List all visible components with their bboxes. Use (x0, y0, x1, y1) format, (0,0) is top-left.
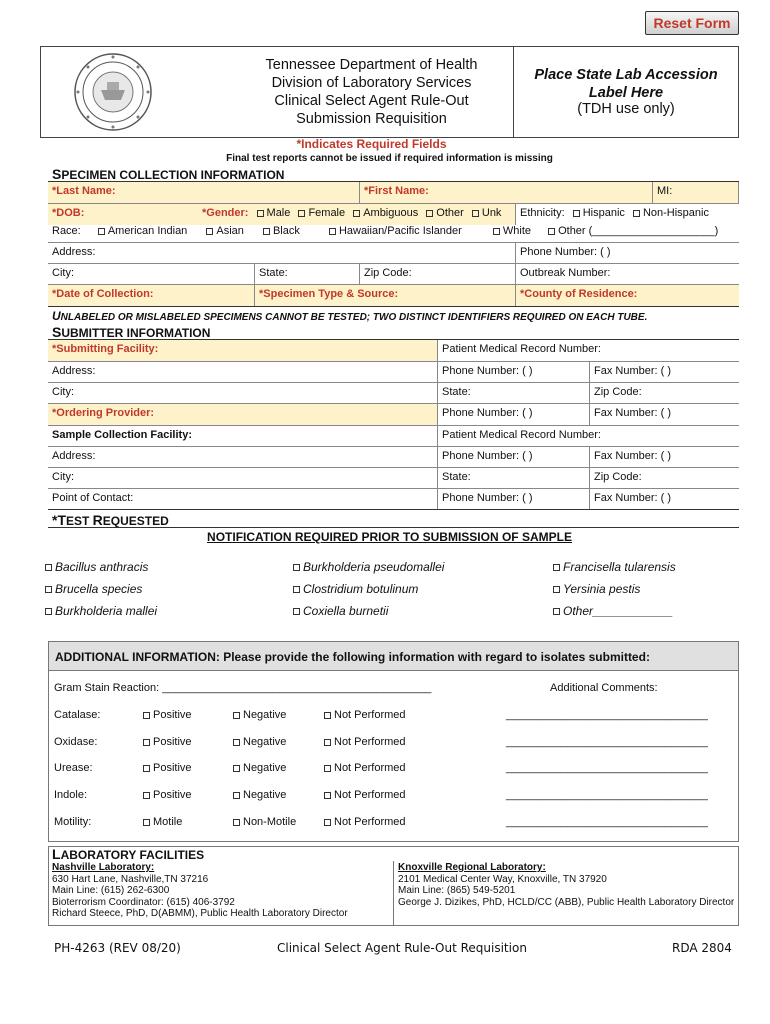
labs-title-initial: L (52, 846, 61, 862)
first-name-field[interactable]: *First Name: (360, 182, 653, 203)
test-title-rest: EQUESTED (102, 514, 169, 528)
sample-address-row (48, 447, 739, 468)
test-francisella-label: Francisella tularensis (563, 560, 676, 574)
ethnicity-label: Ethnicity: (520, 207, 565, 219)
catalase-comment-line[interactable]: _________________________________ (506, 709, 708, 721)
ethnicity-group (516, 204, 739, 225)
indole-label: Indole: (54, 789, 88, 801)
test-brucella[interactable] (40, 582, 142, 596)
patient-address-field[interactable]: Address: (48, 243, 516, 263)
city-row (48, 264, 739, 285)
sample-city-row (48, 468, 739, 489)
race-american-indian-label: American Indian (107, 225, 188, 237)
test-brucella-label: Brucella species (55, 582, 143, 596)
test-yersinia-label: Yersinia pestis (563, 582, 641, 596)
indole-positive-checkbox[interactable] (143, 792, 150, 799)
ethnicity-nonhispanic-checkbox[interactable] (633, 210, 640, 217)
gender-unk-checkbox[interactable] (472, 210, 479, 217)
knoxville-lab-info (398, 862, 734, 908)
agency-line-1: Tennessee Department of Health (265, 57, 478, 73)
knoxville-lab-name: Knoxville Regional Laboratory: (398, 862, 546, 873)
race-black-checkbox[interactable] (263, 228, 270, 235)
race-asian-label: Asian (216, 225, 244, 237)
motility-nonmotile-checkbox[interactable] (233, 819, 240, 826)
indole-negative-checkbox[interactable] (233, 792, 240, 799)
gender-label: *Gender: (202, 207, 249, 219)
sample-state-field[interactable]: State: (438, 468, 590, 488)
labs-title-rest: ABORATORY FACILITIES (60, 848, 205, 862)
test-francisella[interactable] (548, 560, 676, 574)
submitter-state-field[interactable]: State: (438, 383, 590, 403)
sample-facility-row (48, 426, 739, 447)
point-of-contact-field[interactable]: Point of Contact: (48, 489, 438, 509)
sample-phone-field[interactable]: Phone Number: ( ) (438, 447, 590, 467)
additional-info-header (48, 641, 739, 671)
test-burk-mallei-label: Burkholderia mallei (55, 604, 158, 618)
agency-line-4: Submission Requisition (296, 111, 447, 127)
urease-comment-line[interactable]: _________________________________ (506, 762, 708, 774)
submitter-section-title (52, 324, 210, 340)
race-asian-checkbox[interactable] (206, 228, 213, 235)
submitting-facility-field[interactable]: *Submitting Facility: (48, 340, 438, 361)
indole-positive-label: Positive (153, 789, 192, 801)
motility-motile-checkbox[interactable] (143, 819, 150, 826)
sample-fax-field[interactable]: Fax Number: ( ) (594, 450, 672, 462)
urease-negative-label: Negative (243, 762, 287, 774)
motility-label: Motility: (54, 816, 92, 828)
date-of-collection-field[interactable]: *Date of Collection: (48, 285, 255, 306)
knoxville-address: 2101 Medical Center Way, Knoxville, TN 37920 (398, 873, 607, 885)
catalase-positive-label: Positive (153, 709, 192, 721)
accession-line-2: Label Here (588, 85, 664, 101)
additional-info-instructions: Please provide the following information with regard to isolates submitted: (223, 650, 650, 664)
gender-male-label: Male (266, 207, 291, 219)
warning-initial: U (52, 309, 61, 323)
test-burk-pseudo-label: Burkholderia pseudomallei (303, 560, 445, 574)
test-title-mid: EST (66, 514, 93, 528)
motility-row (54, 816, 734, 836)
catalase-row (54, 709, 734, 729)
submitter-city-field[interactable]: City: (48, 383, 438, 403)
test-yersinia-checkbox[interactable] (553, 586, 560, 593)
race-black-label: Black (272, 225, 300, 237)
gender-other-label: Other (436, 207, 464, 219)
gender-group (198, 204, 516, 225)
test-coxiella-checkbox[interactable] (293, 608, 300, 615)
urease-not-performed-label: Not Performed (334, 762, 406, 774)
sample-city-field[interactable]: City: (48, 468, 438, 488)
race-row (48, 224, 739, 243)
indole-row (54, 789, 734, 809)
urease-row (54, 762, 734, 782)
lab-divider (393, 861, 394, 926)
test-burkholderia-mallei[interactable] (40, 604, 157, 618)
test-clostridium[interactable] (288, 582, 418, 596)
race-hawaiian-checkbox[interactable] (329, 228, 336, 235)
provider-phone-field[interactable]: Phone Number: ( ) (438, 404, 590, 425)
reset-form-button[interactable]: Reset Form (645, 11, 739, 35)
poc-row (48, 489, 739, 510)
race-white-checkbox[interactable] (493, 228, 500, 235)
nashville-director: Richard Steece, PhD, D(ABMM), Public Health Laboratory Director (52, 908, 348, 919)
gender-female-checkbox[interactable] (298, 210, 305, 217)
test-title-initial: *T (52, 512, 66, 528)
provider-fax-field[interactable]: Fax Number: ( ) (594, 407, 672, 419)
race-hawaiian-label: Hawaiian/Pacific Islander (338, 225, 462, 237)
name-row (48, 182, 739, 204)
indole-not-performed-checkbox[interactable] (324, 792, 331, 799)
rda-number: RDA 2804 (672, 941, 732, 955)
agency-line-3: Clinical Select Agent Rule-Out (274, 93, 469, 109)
gender-female-label: Female (308, 207, 346, 219)
motility-nonmotile-label: Non-Motile (243, 816, 297, 828)
urease-negative-checkbox[interactable] (233, 765, 240, 772)
submitter-title-rest: UBMITTER INFORMATION (61, 326, 211, 340)
nashville-bt-coordinator: Bioterrorism Coordinator: (615) 406-3792 (52, 896, 235, 908)
urease-label: Urease: (54, 762, 93, 774)
accession-label-heading (515, 66, 737, 102)
submitter-mrn-field[interactable]: Patient Medical Record Number: (442, 343, 601, 355)
urease-not-performed-checkbox[interactable] (324, 765, 331, 772)
accession-line-1: Place State Lab Accession (534, 67, 718, 83)
gender-unk-label: Unk (481, 207, 502, 219)
catalase-not-performed-checkbox[interactable] (324, 712, 331, 719)
lab-facilities-title (52, 846, 204, 862)
urease-positive-label: Positive (153, 762, 192, 774)
sample-zip-field[interactable]: Zip Code: (594, 471, 642, 483)
specimen-title-initial: S (52, 166, 62, 182)
additional-comments-label: Additional Comments: (550, 682, 658, 694)
submitter-title-initial: S (52, 324, 62, 340)
race-white-label: White (502, 225, 532, 237)
race-other-field[interactable]: Other (____________________) (558, 225, 719, 237)
test-burk-pseudo-checkbox[interactable] (293, 564, 300, 571)
submitter-phone-field[interactable]: Phone Number: ( ) (438, 362, 590, 382)
gender-ambiguous-label: Ambiguous (363, 207, 419, 219)
ordering-provider-field[interactable]: *Ordering Provider: (48, 404, 438, 425)
oxidase-positive-label: Positive (153, 736, 192, 748)
required-fields-note: *Indicates Required Fields (296, 137, 447, 151)
provider-row (48, 404, 739, 426)
tdh-use-only: (TDH use only) (577, 101, 675, 117)
agency-line-2: Division of Laboratory Services (271, 75, 472, 91)
indole-negative-label: Negative (243, 789, 287, 801)
dob-field[interactable]: *DOB: (48, 204, 198, 225)
oxidase-comment-line[interactable]: _________________________________ (506, 736, 708, 748)
nashville-lab-info (52, 862, 348, 920)
oxidase-negative-checkbox[interactable] (233, 739, 240, 746)
oxidase-positive-checkbox[interactable] (143, 739, 150, 746)
sample-collection-facility-field[interactable]: Sample Collection Facility: (48, 426, 438, 446)
test-title-r: R (92, 512, 103, 528)
test-bacillus-checkbox[interactable] (45, 564, 52, 571)
catalase-label: Catalase: (54, 709, 101, 721)
sample-address-field[interactable]: Address: (48, 447, 438, 467)
submitter-fax-field[interactable]: Fax Number: ( ) (594, 365, 672, 377)
test-requested-title (52, 512, 169, 528)
knoxville-main-line: Main Line: (865) 549-5201 (398, 885, 516, 896)
test-francisella-checkbox[interactable] (553, 564, 560, 571)
submitter-address-row (48, 362, 739, 383)
poc-phone-field[interactable]: Phone Number: ( ) (438, 489, 590, 509)
nashville-main-line: Main Line: (615) 262-6300 (52, 885, 170, 896)
outbreak-number-field[interactable]: Outbreak Number: (520, 267, 611, 279)
gram-stain-field[interactable]: Gram Stain Reaction: ____________________________________________ (54, 682, 432, 694)
gender-other-checkbox[interactable] (426, 210, 433, 217)
motility-not-performed-checkbox[interactable] (324, 819, 331, 826)
catalase-negative-checkbox[interactable] (233, 712, 240, 719)
test-title-rule (48, 527, 739, 528)
urease-positive-checkbox[interactable] (143, 765, 150, 772)
oxidase-not-performed-label: Not Performed (334, 736, 406, 748)
test-other-checkbox[interactable] (553, 608, 560, 615)
ethnicity-nonhispanic-label: Non-Hispanic (642, 207, 709, 219)
sample-mrn-field[interactable]: Patient Medical Record Number: (442, 429, 601, 441)
specimen-type-field[interactable]: *Specimen Type & Source: (255, 285, 516, 306)
footer-title: Clinical Select Agent Rule-Out Requisition (277, 941, 527, 955)
ethnicity-hispanic-label: Hispanic (582, 207, 625, 219)
dob-gender-row (48, 204, 739, 225)
oxidase-row (54, 736, 734, 756)
state-seal-icon (48, 50, 178, 134)
patient-state-field[interactable]: State: (255, 264, 360, 284)
test-brucella-checkbox[interactable] (45, 586, 52, 593)
oxidase-label: Oxidase: (54, 736, 98, 748)
test-bacillus-label: Bacillus anthracis (55, 560, 149, 574)
race-label: Race: (52, 225, 81, 237)
submitter-address-field[interactable]: Address: (48, 362, 438, 382)
poc-fax-field[interactable]: Fax Number: ( ) (594, 492, 672, 504)
race-group (48, 224, 739, 242)
test-burkholderia-pseudomallei[interactable] (288, 560, 444, 574)
form-number: PH-4263 (REV 08/20) (54, 941, 181, 955)
test-other[interactable] (548, 604, 673, 618)
motility-comment-line[interactable]: _________________________________ (506, 816, 708, 828)
additional-info-title: ADDITIONAL INFORMATION: (55, 650, 220, 664)
race-american-indian-checkbox[interactable] (98, 228, 105, 235)
test-clostridium-checkbox[interactable] (293, 586, 300, 593)
indole-comment-line[interactable]: _________________________________ (506, 789, 708, 801)
test-clostridium-label: Clostridium botulinum (303, 582, 419, 596)
race-other-checkbox[interactable] (548, 228, 555, 235)
catalase-negative-label: Negative (243, 709, 287, 721)
catalase-positive-checkbox[interactable] (143, 712, 150, 719)
mi-field[interactable]: MI: (653, 182, 739, 203)
collection-row (48, 285, 739, 307)
final-report-note: Final test reports cannot be issued if required information is missing (226, 153, 553, 164)
gender-male-checkbox[interactable] (257, 210, 264, 217)
agency-title (230, 56, 513, 128)
specimen-section-title (52, 166, 284, 182)
test-yersinia[interactable] (548, 582, 640, 596)
indole-not-performed-label: Not Performed (334, 789, 406, 801)
nashville-address: 630 Hart Lane, Nashville,TN 37216 (52, 873, 209, 885)
test-bacillus[interactable] (40, 560, 148, 574)
test-coxiella-label: Coxiella burnetii (303, 604, 389, 618)
oxidase-not-performed-checkbox[interactable] (324, 739, 331, 746)
facility-row (48, 340, 739, 362)
oxidase-negative-label: Negative (243, 736, 287, 748)
county-of-residence-field[interactable]: *County of Residence: (520, 288, 638, 300)
unlabeled-warning (52, 309, 647, 323)
gender-ambiguous-checkbox[interactable] (353, 210, 360, 217)
test-burk-mallei-checkbox[interactable] (45, 608, 52, 615)
patient-city-field[interactable]: City: (48, 264, 255, 284)
submitter-zip-field[interactable]: Zip Code: (594, 386, 642, 398)
patient-phone-field[interactable]: Phone Number: ( ) (520, 246, 611, 258)
warning-rest: NLABELED OR MISLABELED SPECIMENS CANNOT BE TESTED; TWO DISTINCT IDENTIFIERS REQUIRED ON EACH TUBE. (60, 312, 648, 323)
test-coxiella[interactable] (288, 604, 388, 618)
knoxville-director: George J. Dizikes, PhD, HCLD/CC (ABB), Public Health Laboratory Director (398, 896, 735, 908)
nashville-lab-name: Nashville Laboratory: (52, 862, 155, 873)
motility-motile-label: Motile (153, 816, 183, 828)
submitter-city-row (48, 383, 739, 404)
patient-zip-field[interactable]: Zip Code: (360, 264, 516, 284)
specimen-title-rest: PECIMEN COLLECTION INFORMATION (61, 168, 285, 182)
motility-not-performed-label: Not Performed (334, 816, 406, 828)
catalase-not-performed-label: Not Performed (334, 709, 406, 721)
test-other-label: Other____________ (563, 604, 674, 618)
address-row (48, 243, 739, 264)
last-name-field[interactable]: *Last Name: (48, 182, 360, 203)
notification-note: NOTIFICATION REQUIRED PRIOR TO SUBMISSION OF SAMPLE (207, 530, 572, 544)
ethnicity-hispanic-checkbox[interactable] (573, 210, 580, 217)
